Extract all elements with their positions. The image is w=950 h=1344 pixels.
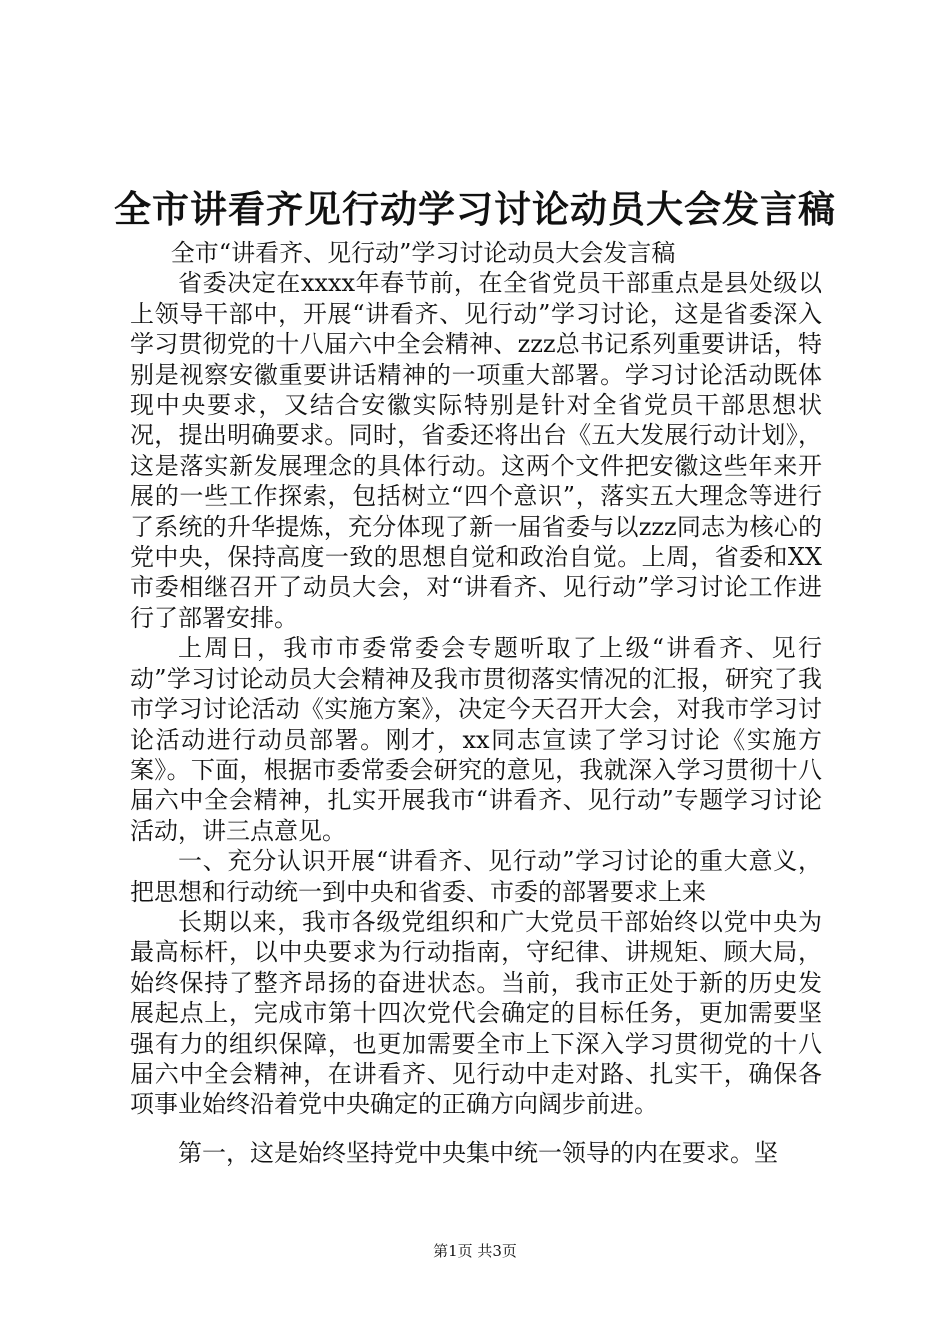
paragraph-first-point: 第一，这是始终坚持党中央集中统一领导的内在要求。坚 — [178, 1138, 778, 1167]
page-footer: 第1页 共3页 — [433, 1242, 517, 1260]
paragraph-meeting: 上周日，我市市委常委会专题听取了上级“讲看齐、见行动”学习讨论动员大会精神及我市贯彻落实情况的汇报，研究了我市学习讨论活动《实施方案》，决定今天召开大会，对我市学习讨论活动进行动员部署。刚才，xx同志宣读了学习讨论《实施方案》。下面，根据市委常委会研究的意见，我就深入学习贯彻十八届六中全会精神，扎实开展我市“讲看齐、见行动”专题学习讨论活动，讲三点意见。 — [130, 634, 822, 845]
paragraph-intro: 省委决定在xxxx年春节前，在全省党员干部重点是县处级以上领导干部中，开展“讲看齐、见行动”学习讨论，这是省委深入学习贯彻党的十八届六中全会精神、zzz总书记系列重要讲话，特别是视察安徽重要讲话精神的一项重大部署。学习讨论活动既体现中央要求，又结合安徽实际特别是针对全省党员干部思想状况，提出明确要求。同时，省委还将出台《五大发展行动计划》，这是落实新发展理念的具体行动。这两个文件把安徽这些年来开展的一些工作探索，包括树立“四个意识”，落实五大理念等进行了系统的升华提炼，充分体现了新一届省委与以zzz同志为核心的党中央，保持高度一致的思想自觉和政治自觉。上周，省委和XX市委相继召开了动员大会，对“讲看齐、见行动”学习讨论工作进行了部署安排。 — [130, 269, 822, 632]
document-title: 全市讲看齐见行动学习讨论动员大会发言稿 — [114, 187, 836, 231]
section-heading-one: 一、充分认识开展“讲看齐、见行动”学习讨论的重大意义，把思想和行动统一到中央和省委、市委的部署要求上来 — [130, 847, 822, 906]
document-subtitle: 全市“讲看齐、见行动”学习讨论动员大会发言稿 — [170, 239, 676, 267]
paragraph-background: 长期以来，我市各级党组织和广大党员干部始终以党中央为最高标杆，以中央要求为行动指南，守纪律、讲规矩、顾大局，始终保持了整齐昂扬的奋进状态。当前，我市正处于新的历史发展起点上，完成市第十四次党代会确定的目标任务，更加需要坚强有力的组织保障，也更加需要全市上下深入学习贯彻党的十八届六中全会精神，在讲看齐、见行动中走对路、扎实干，确保各项事业始终沿着党中央确定的正确方向阔步前进。 — [130, 907, 822, 1119]
document-body — [130, 238, 822, 1168]
